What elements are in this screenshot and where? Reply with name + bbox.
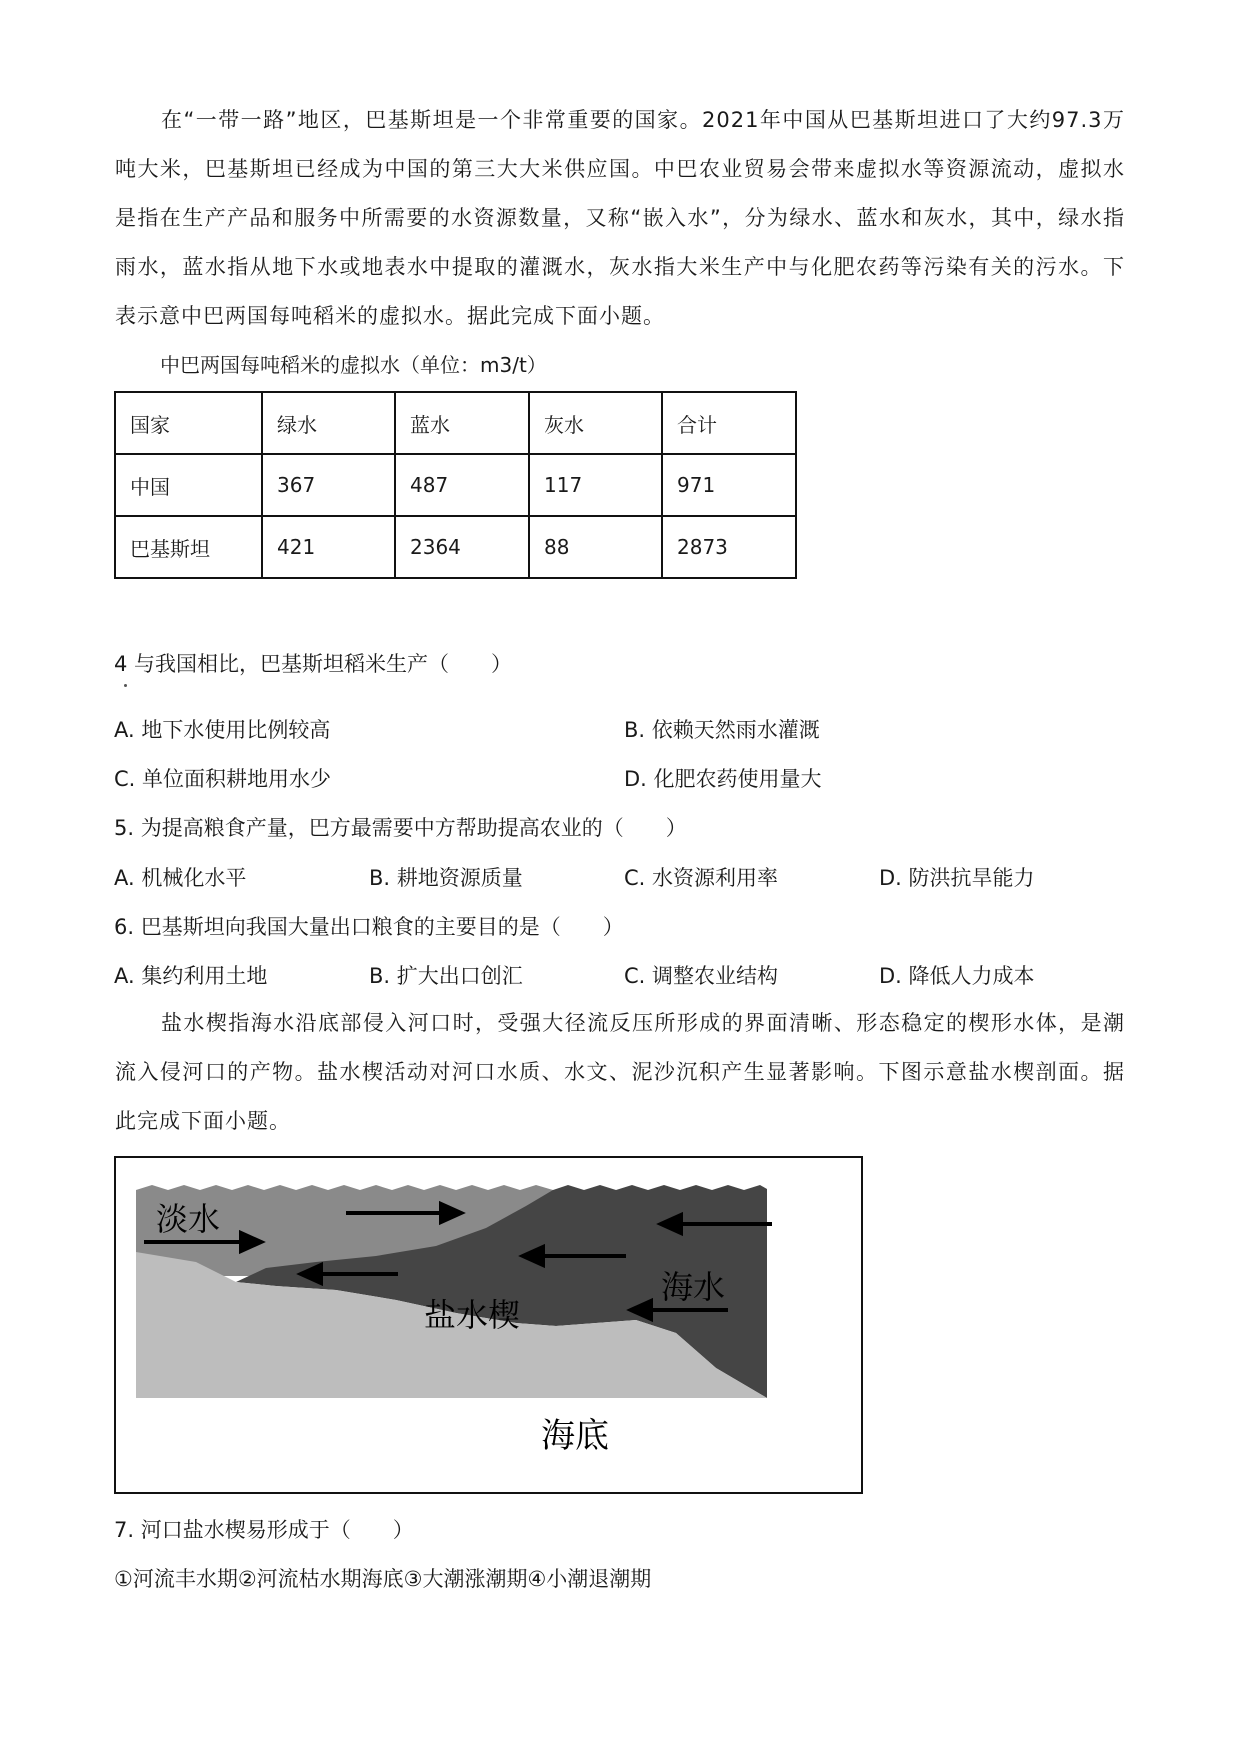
sea-floor-label: 海底 (541, 1416, 609, 1456)
table-cell: 巴基斯坦 (115, 516, 262, 578)
question-6-option-a[interactable]: A. 集约利用土地 (114, 964, 268, 988)
table-row (115, 516, 796, 578)
table-cell: 487 (395, 454, 529, 516)
table-header-cell: 国家 (115, 392, 262, 454)
table-cell: 971 (662, 454, 796, 516)
salt-wedge-label: 盐水楔 (424, 1296, 521, 1334)
question-7-stem: 7. 河口盐水楔易形成于（ ） (114, 1518, 414, 1542)
stray-dot (124, 684, 127, 687)
virtual-water-table (114, 391, 797, 579)
sea-water-label: 海水 (661, 1268, 726, 1306)
table-row (115, 454, 796, 516)
table-header-cell: 蓝水 (395, 392, 529, 454)
table-cell: 中国 (115, 454, 262, 516)
question-4-option-c[interactable]: C. 单位面积耕地用水少 (114, 767, 332, 791)
question-5-option-d[interactable]: D. 防洪抗旱能力 (879, 866, 1035, 890)
question-6-option-b[interactable]: B. 扩大出口创汇 (369, 964, 523, 988)
table-cell: 88 (529, 516, 662, 578)
salt-wedge-diagram (116, 1158, 861, 1492)
salt-wedge-figure (114, 1156, 863, 1494)
question-4-option-d[interactable]: D. 化肥农药使用量大 (624, 767, 822, 791)
intro-passage-2: 盐水楔指海水沿底部侵入河口时，受强大径流反压所形成的界面清晰、形态稳定的楔形水体，是潮流入侵河口的产物。盐水楔活动对河口水质、水文、泥沙沉积产生显著影响。下图示意盐水楔剖面。据此完成下面小题。 (115, 1011, 1125, 1133)
question-7-choices: ①河流丰水期②河流枯水期海底③大潮涨潮期④小潮退潮期 (114, 1567, 652, 1591)
fresh-water-label: 淡水 (156, 1200, 221, 1238)
table-cell: 421 (262, 516, 395, 578)
question-4-option-a[interactable]: A. 地下水使用比例较高 (114, 718, 331, 742)
question-5-option-c[interactable]: C. 水资源利用率 (624, 866, 779, 890)
question-5-option-a[interactable]: A. 机械化水平 (114, 866, 247, 890)
table-header-cell: 灰水 (529, 392, 662, 454)
question-5-stem: 5. 为提高粮食产量，巴方最需要中方帮助提高农业的（ ） (114, 816, 687, 840)
intro-passage-1: 在“一带一路”地区，巴基斯坦是一个非常重要的国家。2021年中国从巴基斯坦进口了大约97.3万吨大米，巴基斯坦已经成为中国的第三大大米供应国。中巴农业贸易会带来虚拟水等资源流动，虚拟水是指在生产产品和服务中所需要的水资源数量，又称“嵌入水”，分为绿水、蓝水和灰水，其中，绿水指雨水，蓝水指从地下水或地表水中提取的灌溉水，灰水指大米生产中与化肥农药等污染有关的污水。下表示意中巴两国每吨稻米的虚拟水。据此完成下面小题。 (115, 108, 1125, 328)
table-header-cell: 绿水 (262, 392, 395, 454)
table-cell: 2364 (395, 516, 529, 578)
question-6-stem: 6. 巴基斯坦向我国大量出口粮食的主要目的是（ ） (114, 915, 624, 939)
table-header-row (115, 392, 796, 454)
table-header-cell: 合计 (662, 392, 796, 454)
table-cell: 117 (529, 454, 662, 516)
question-4-option-b[interactable]: B. 依赖天然雨水灌溉 (624, 718, 820, 742)
question-5-option-b[interactable]: B. 耕地资源质量 (369, 866, 523, 890)
question-4-stem: 4 与我国相比，巴基斯坦稻米生产（ ） (114, 652, 513, 676)
table-caption: 中巴两国每吨稻米的虚拟水（单位：m3/t） (160, 353, 547, 377)
question-6-option-d[interactable]: D. 降低人力成本 (879, 964, 1035, 988)
table-cell: 367 (262, 454, 395, 516)
table-cell: 2873 (662, 516, 796, 578)
question-6-option-c[interactable]: C. 调整农业结构 (624, 964, 779, 988)
